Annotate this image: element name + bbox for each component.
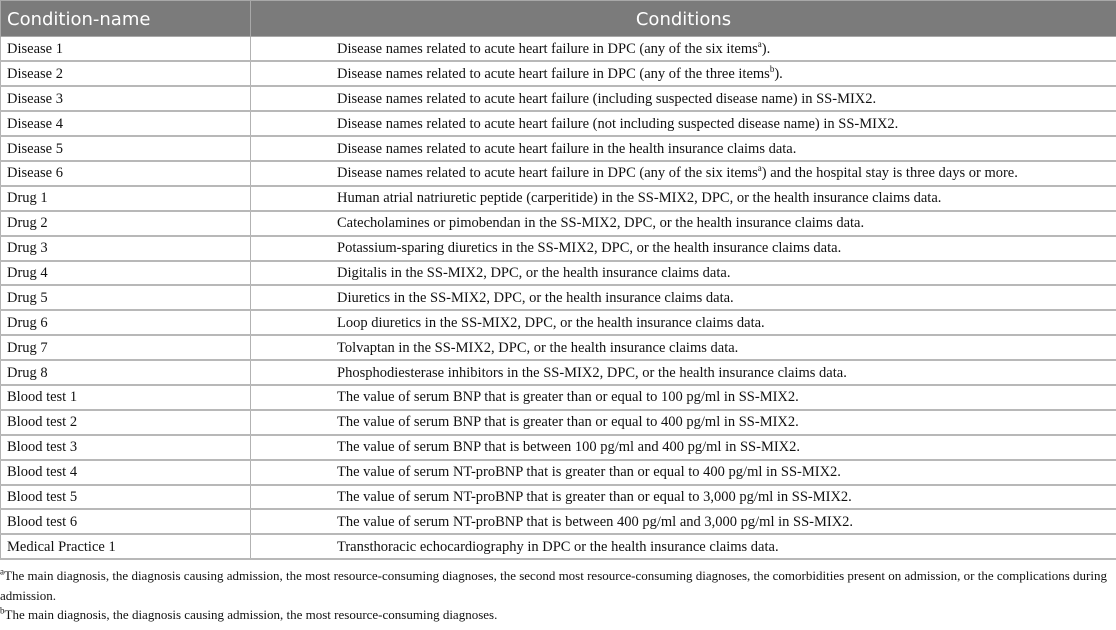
- condition-name-cell: Blood test 6: [1, 509, 251, 534]
- condition-description-cell: [251, 37, 1116, 62]
- condition-description-cell: [251, 310, 1116, 335]
- footnote-text: The main diagnosis, the diagnosis causing admission, the most resource-consuming diagnoses, the second most resource-consuming diagnoses, the comorbidities present on admission, or the complications during admission.: [0, 568, 1107, 603]
- condition-name-cell: Disease 3: [1, 86, 251, 111]
- condition-text: Disease names related to acute heart failure (including suspected disease name) in SS-MIX2.: [337, 90, 877, 107]
- condition-description-cell: [251, 236, 1116, 261]
- condition-name-cell: Drug 2: [1, 211, 251, 236]
- condition-description-cell: [251, 385, 1116, 410]
- condition-description-cell: [251, 410, 1116, 435]
- condition-description-cell: [251, 485, 1116, 510]
- footnote-mark: a: [0, 566, 4, 577]
- condition-text: The value of serum BNP that is greater than or equal to 100 pg/ml in SS-MIX2.: [337, 389, 799, 406]
- footnote-reference: a: [757, 163, 762, 174]
- condition-text: Disease names related to acute heart failure (not including suspected disease name) in SS-MIX2.: [337, 115, 899, 132]
- footnote-text: The main diagnosis, the diagnosis causing admission, the most resource-consuming diagnoses.: [4, 607, 498, 622]
- condition-description-cell: [251, 360, 1116, 385]
- condition-text: The value of serum NT-proBNP that is greater than or equal to 3,000 pg/ml in SS-MIX2.: [337, 488, 852, 505]
- condition-text: Catecholamines or pimobendan in the SS-MIX2, DPC, or the health insurance claims data.: [337, 215, 865, 232]
- condition-description-cell: [251, 460, 1116, 485]
- condition-name-cell: Drug 4: [1, 261, 251, 286]
- condition-text: Digitalis in the SS-MIX2, DPC, or the health insurance claims data.: [337, 264, 731, 281]
- condition-name-cell: Disease 6: [1, 161, 251, 186]
- table-row: [1, 435, 1116, 460]
- condition-text: Disease names related to acute heart failure in DPC (any of the six items: [337, 40, 758, 57]
- footnotes: [0, 566, 1114, 625]
- footnote-b: [0, 605, 1114, 625]
- table-row: [1, 410, 1116, 435]
- table-row: [1, 161, 1116, 186]
- condition-text: Tolvaptan in the SS-MIX2, DPC, or the health insurance claims data.: [337, 339, 739, 356]
- condition-name-cell: Disease 2: [1, 61, 251, 86]
- table-row: [1, 186, 1116, 211]
- condition-description-cell: [251, 534, 1116, 559]
- condition-text: The value of serum BNP that is between 100 pg/ml and 400 pg/ml in SS-MIX2.: [337, 439, 801, 456]
- condition-description-cell: [251, 435, 1116, 460]
- condition-description-cell: [251, 211, 1116, 236]
- condition-text: The value of serum NT-proBNP that is between 400 pg/ml and 3,000 pg/ml in SS-MIX2.: [337, 513, 854, 530]
- condition-description-cell: [251, 335, 1116, 360]
- footnote-reference: b: [769, 64, 775, 74]
- condition-text: Disease names related to acute heart failure in DPC (any of the three items: [337, 65, 770, 82]
- table-row: [1, 310, 1116, 335]
- condition-text: The value of serum BNP that is greater than or equal to 400 pg/ml in SS-MIX2.: [337, 414, 799, 431]
- condition-name-cell: Drug 8: [1, 360, 251, 385]
- footnote-reference: a: [757, 38, 762, 49]
- table-row: [1, 335, 1116, 360]
- condition-text: Potassium-sparing diuretics in the SS-MIX2, DPC, or the health insurance claims data.: [337, 240, 842, 257]
- table-row: [1, 485, 1116, 510]
- table-header: [1, 1, 1116, 37]
- table-row: [1, 37, 1116, 62]
- condition-name-cell: Blood test 2: [1, 410, 251, 435]
- table-body: [1, 37, 1116, 560]
- table-row: [1, 111, 1116, 136]
- condition-text: Diuretics in the SS-MIX2, DPC, or the health insurance claims data.: [337, 289, 734, 306]
- condition-name-cell: Blood test 5: [1, 485, 251, 510]
- table-row: [1, 261, 1116, 286]
- table-row: [1, 385, 1116, 410]
- condition-text: Phosphodiesterase inhibitors in the SS-MIX2, DPC, or the health insurance claims data.: [337, 364, 847, 381]
- condition-description-cell: [251, 509, 1116, 534]
- condition-name-cell: Drug 1: [1, 186, 251, 211]
- condition-name-cell: Disease 4: [1, 111, 251, 136]
- condition-description-cell: [251, 161, 1116, 186]
- table-row: [1, 285, 1116, 310]
- header-condition-name: Condition-name: [1, 1, 251, 37]
- condition-text: Disease names related to acute heart failure in DPC (any of the six items: [337, 165, 758, 182]
- condition-text-suffix: ) and the hospital stay is three days or more.: [761, 165, 1018, 182]
- footnote-a: [0, 566, 1114, 605]
- table-row: [1, 460, 1116, 485]
- table-row: [1, 86, 1116, 111]
- table-row: [1, 211, 1116, 236]
- condition-name-cell: Blood test 3: [1, 435, 251, 460]
- condition-description-cell: [251, 261, 1116, 286]
- condition-text: Loop diuretics in the SS-MIX2, DPC, or the health insurance claims data.: [337, 314, 765, 331]
- condition-name-cell: Blood test 4: [1, 460, 251, 485]
- table-row: [1, 360, 1116, 385]
- condition-text: Human atrial natriuretic peptide (carperitide) in the SS-MIX2, DPC, or the health insurance claims data.: [337, 190, 942, 207]
- table-row: [1, 61, 1116, 86]
- condition-text-suffix: ).: [761, 40, 771, 57]
- footnote-mark: b: [0, 605, 5, 616]
- table-row: [1, 534, 1116, 559]
- condition-name-cell: Drug 7: [1, 335, 251, 360]
- condition-description-cell: [251, 186, 1116, 211]
- condition-description-cell: [251, 285, 1116, 310]
- condition-name-cell: Medical Practice 1: [1, 534, 251, 559]
- condition-description-cell: [251, 111, 1116, 136]
- condition-name-cell: Drug 5: [1, 285, 251, 310]
- condition-name-cell: Drug 6: [1, 310, 251, 335]
- condition-text: Transthoracic echocardiography in DPC or the health insurance claims data.: [337, 538, 779, 555]
- condition-text: Disease names related to acute heart failure in the health insurance claims data.: [337, 140, 797, 157]
- condition-description-cell: [251, 61, 1116, 86]
- condition-name-cell: Drug 3: [1, 236, 251, 261]
- condition-text-suffix: ).: [774, 65, 783, 82]
- table-row: [1, 236, 1116, 261]
- condition-name-cell: Disease 5: [1, 136, 251, 161]
- condition-text: The value of serum NT-proBNP that is greater than or equal to 400 pg/ml in SS-MIX2.: [337, 464, 841, 481]
- condition-description-cell: [251, 86, 1116, 111]
- condition-description-cell: [251, 136, 1116, 161]
- header-conditions: Conditions: [251, 1, 1116, 37]
- table-row: [1, 509, 1116, 534]
- condition-name-cell: Blood test 1: [1, 385, 251, 410]
- table-row: [1, 136, 1116, 161]
- condition-name-cell: Disease 1: [1, 37, 251, 62]
